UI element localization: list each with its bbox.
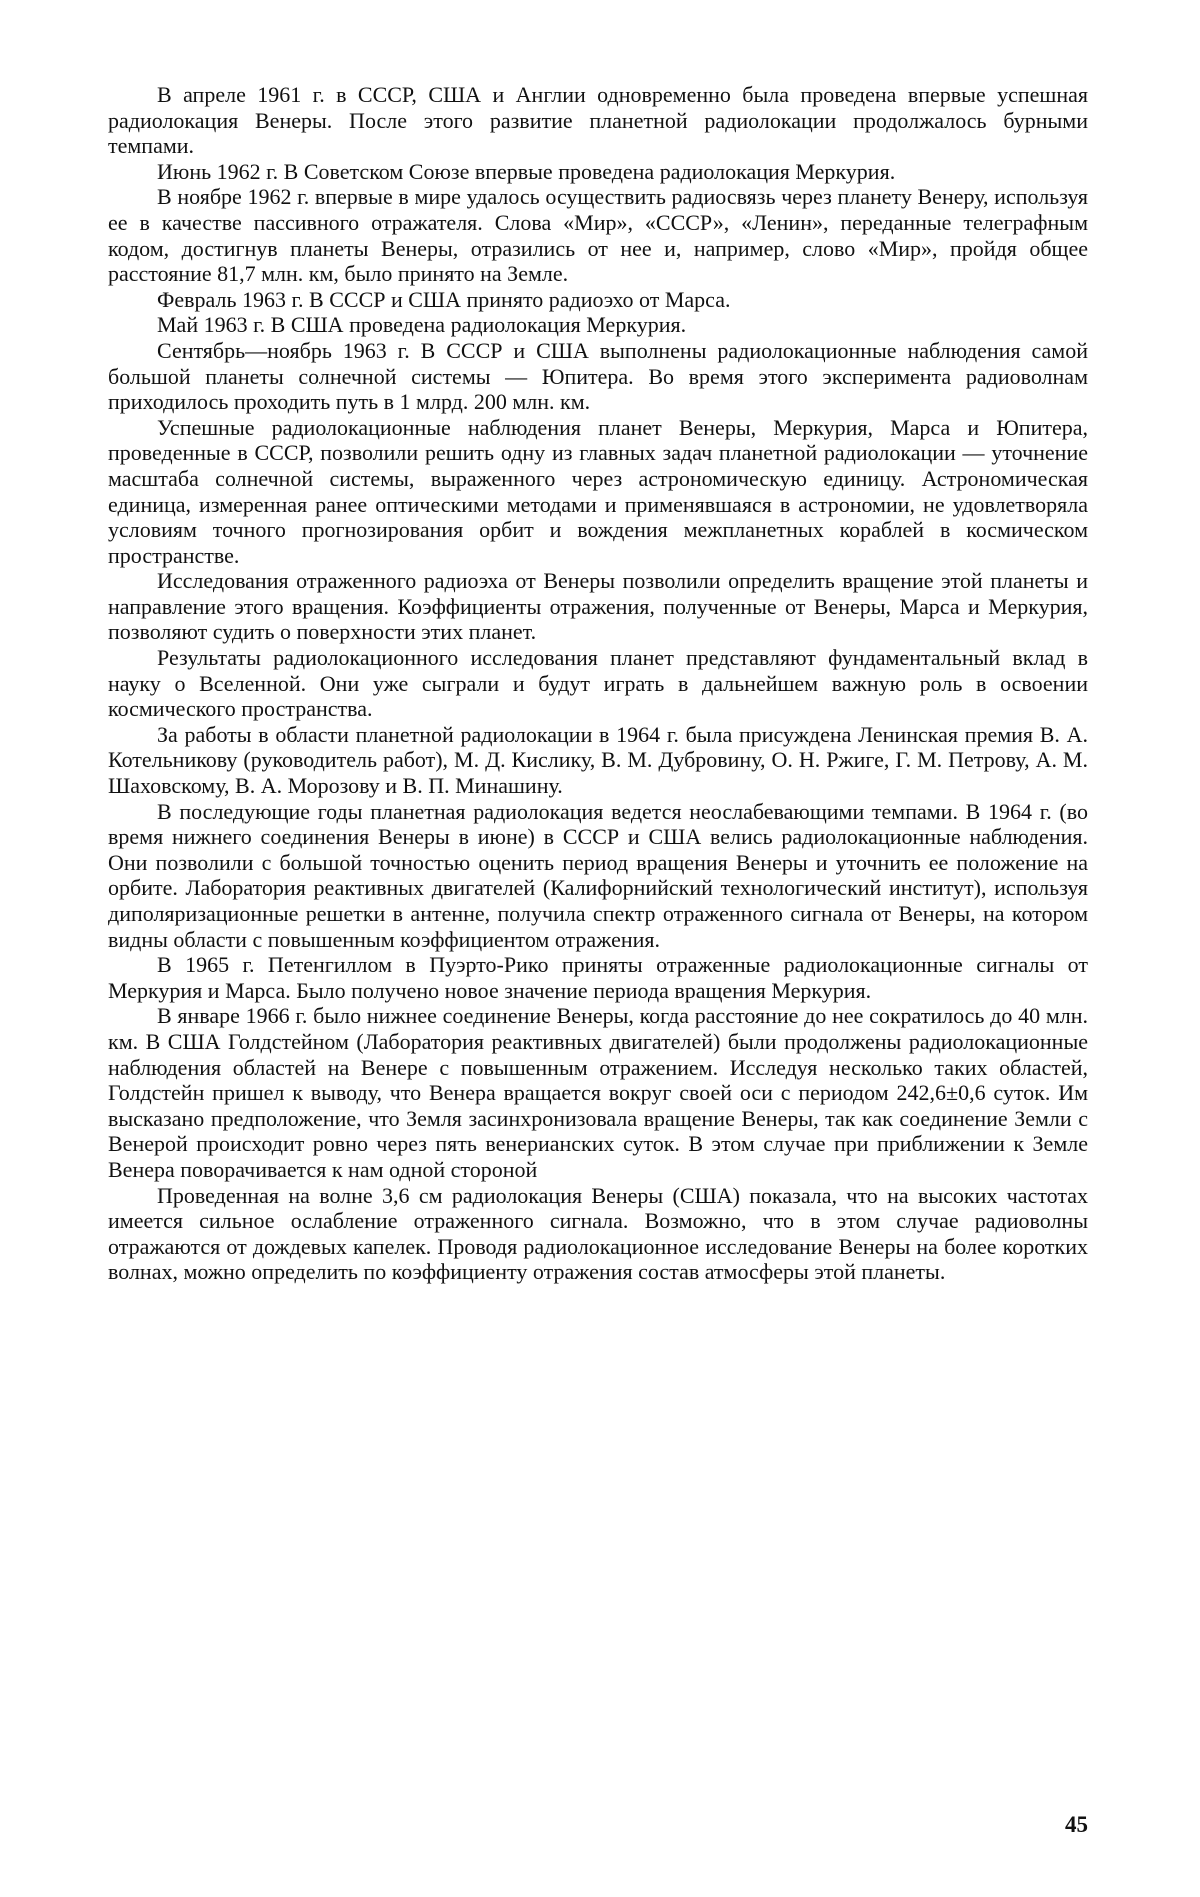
paragraph: Исследования отраженного радиоэха от Венеры позволили определить вращение этой планеты и направление этого вращения. Коэффициенты отражения, полученные от Венеры, Марса и Меркурия, позволяют судить о поверхности этих планет.	[108, 568, 1088, 645]
paragraph: В апреле 1961 г. в СССР, США и Англии одновременно была проведена впервые успешная радиолокация Венеры. После этого развитие планетной радиолокации продолжалось бурными темпами.	[108, 82, 1088, 159]
page-text	[108, 82, 1088, 1782]
paragraph: Май 1963 г. В США проведена радиолокация Меркурия.	[157, 312, 687, 338]
paragraph: В 1965 г. Петенгиллом в Пуэрто-Рико приняты отраженные радиолокационные сигналы от Меркурия и Марса. Было получено новое значение периода вращения Меркурия.	[108, 952, 1088, 1003]
paragraph: Июнь 1962 г. В Советском Союзе впервые проведена радиолокация Меркурия.	[157, 158, 896, 184]
paragraph: За работы в области планетной радиолокации в 1964 г. была присуждена Ленинская премия В. А. Котельникову (руководитель работ), М. Д. Кислику, В. М. Дубровину, О. Н. Ржиге, Г. М. Петрову, А. М. Шаховскому, В. А. Морозову и В. П. Минашину.	[108, 721, 1088, 799]
paragraph: Результаты радиолокационного исследования планет представляют фундаментальный вклад в науку о Вселенной. Они уже сыграли и будут играть в дальнейшем важную роль в освоении космического пространства.	[108, 645, 1088, 722]
page-number: 45	[1065, 1812, 1088, 1837]
paragraph: Февраль 1963 г. В СССР и США принято радиоэхо от Марса.	[157, 286, 731, 312]
paragraph: В январе 1966 г. было нижнее соединение Венеры, когда расстояние до нее сократилось до 40 млн. км. В США Голдстейном (Лаборатория реактивных двигателей) были продолжены радиолокационные наблюдения областей на Венере с повышенным отражением. Исследуя несколько таких областей, Голдстейн пришел к выводу, что Венера вращается вокруг своей оси с периодом 242,6±0,6 суток. Им высказано предположение, что Земля засинхронизовала вращение Венеры, так как соединение Земли с Венерой происходит ровно через пять венерианских суток. В этом случае при приближении к Земле Венера поворачивается к нам одной стороной	[108, 1003, 1088, 1182]
paragraph: Сентябрь—ноябрь 1963 г. В СССР и США выполнены радиолокационные наблюдения самой большой планеты солнечной системы — Юпитера. Во время этого эксперимента радиоволнам приходилось проходить путь в 1 млрд. 200 млн. км.	[108, 337, 1088, 415]
paragraph: В последующие годы планетная радиолокация ведется неослабевающими темпами. В 1964 г. (во время нижнего соединения Венеры в июне) в СССР и США велись радиолокационные наблюдения. Они позволили с большой точностью оценить период вращения Венеры и уточнить ее положение на орбите. Лаборатория реактивных двигателей (Калифорнийский технологический институт), используя диполяризационные решетки в антенне, получила спектр отраженного сигнала от Венеры, на котором видны области с повышенным коэффициентом отражения.	[108, 798, 1088, 952]
paragraph: Проведенная на волне 3,6 см радиолокация Венеры (США) показала, что на высоких частотах имеется сильное ослабление отраженного сигнала. Возможно, что в этом случае радиоволны отражаются от дождевых капелек. Проводя радиолокационное исследование Венеры на более коротких волнах, можно определить по коэффициенту отражения состав атмосферы этой планеты.	[108, 1182, 1088, 1285]
paragraph: Успешные радиолокационные наблюдения планет Венеры, Меркурия, Марса и Юпитера, проведенные в СССР, позволили решить одну из главных задач планетной радиолокации — уточнение масштаба солнечной системы, выраженного через астрономическую единицу. Астрономическая единица, измеренная ранее оптическими методами и применявшаяся в астрономии, не удовлетворяла условиям точного прогнозирования орбит и вождения межпланетных кораблей в космическом пространстве.	[108, 414, 1088, 568]
paragraph: В ноябре 1962 г. впервые в мире удалось осуществить радиосвязь через планету Венеру, используя ее в качестве пассивного отражателя. Слова «Мир», «СССР», «Ленин», переданные телеграфным кодом, достигнув планеты Венеры, отразились от нее и, например, слово «Мир», пройдя общее расстояние 81,7 млн. км, было принято на Земле.	[108, 184, 1088, 287]
